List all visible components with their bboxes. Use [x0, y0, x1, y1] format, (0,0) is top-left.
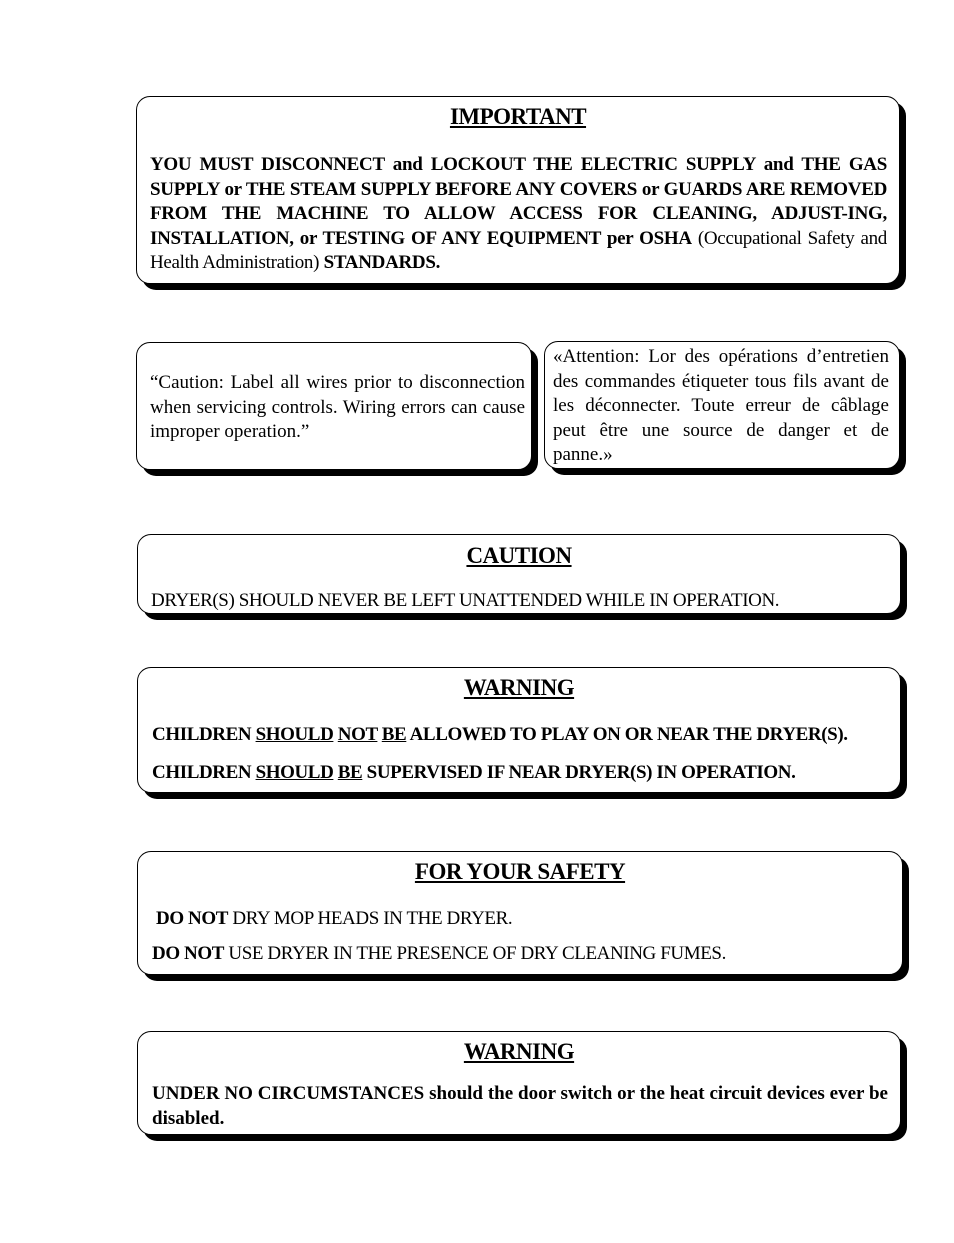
warning-door-heading: WARNING — [463, 1039, 575, 1064]
caution-french-text: «Attention: Lor des opérations d’entretien des commandes étiqueter tous fils avant de les déconnecter. Toute erreur de câblage peut être une source de danger et de panne.» — [553, 346, 889, 465]
safety-line-2 — [152, 944, 726, 963]
line2-be: BE — [337, 762, 363, 783]
important-notice-box — [136, 96, 900, 284]
line1-be: BE — [381, 724, 407, 745]
important-text-regular: (Occupational Safety and Health Administration) — [150, 227, 887, 273]
warning-children-line-1 — [152, 725, 848, 744]
important-text-bold-1: YOU MUST DISCONNECT and LOCKOUT THE ELECTRIC SUPPLY and THE GAS SUPPLY or THE STEAM SUPPLY BEFORE ANY COVERS or GUARDS ARE REMOVED FROM THE MACHINE TO ALLOW ACCESS FOR CLEANING, ADJUST-ING, INSTALLATION, or TESTING OF ANY EQUIPMENT per OSHA — [150, 154, 887, 249]
safety-line-1-do-not: DO NOT — [156, 908, 229, 929]
line2-rest: SUPERVISED IF NEAR DRYER(S) IN OPERATION. — [362, 762, 796, 783]
warning-door-text: UNDER NO CIRCUMSTANCES should the door switch or the heat circuit devices ever be disabled. — [152, 1083, 888, 1129]
safety-heading: FOR YOUR SAFETY — [414, 859, 626, 884]
caution-french-box — [544, 341, 900, 469]
safety-line-1 — [156, 909, 512, 928]
line1-prefix: CHILDREN — [152, 724, 256, 745]
caution-english-text: “Caution: Label all wires prior to disconnection when servicing controls. Wiring errors can cause improper operation.” — [150, 372, 525, 442]
safety-line-2-do-not: DO NOT — [152, 943, 225, 964]
caution-heading: CAUTION — [466, 543, 572, 568]
line1-not: NOT — [337, 724, 378, 745]
warning-children-line-2 — [152, 763, 795, 782]
important-text — [150, 153, 887, 276]
warning-door-switch-box — [137, 1031, 901, 1135]
for-your-safety-box — [137, 851, 903, 975]
caution-text: DRYER(S) SHOULD NEVER BE LEFT UNATTENDED WHILE IN OPERATION. — [151, 590, 780, 611]
line2-prefix: CHILDREN — [152, 762, 256, 783]
caution-english-box — [136, 342, 532, 470]
line1-rest: ALLOWED TO PLAY ON OR NEAR THE DRYER(S). — [406, 724, 848, 745]
warning-children-box — [137, 667, 901, 793]
warning-children-heading: WARNING — [463, 675, 575, 700]
important-text-bold-2: STANDARDS. — [323, 252, 441, 273]
line1-should: SHOULD — [255, 724, 334, 745]
safety-line-2-rest: USE DRYER IN THE PRESENCE OF DRY CLEANING FUMES. — [224, 943, 726, 964]
line2-should: SHOULD — [255, 762, 334, 783]
caution-notice-box — [137, 534, 901, 614]
safety-line-1-rest: DRY MOP HEADS IN THE DRYER. — [228, 908, 513, 929]
important-heading: IMPORTANT — [449, 104, 587, 129]
